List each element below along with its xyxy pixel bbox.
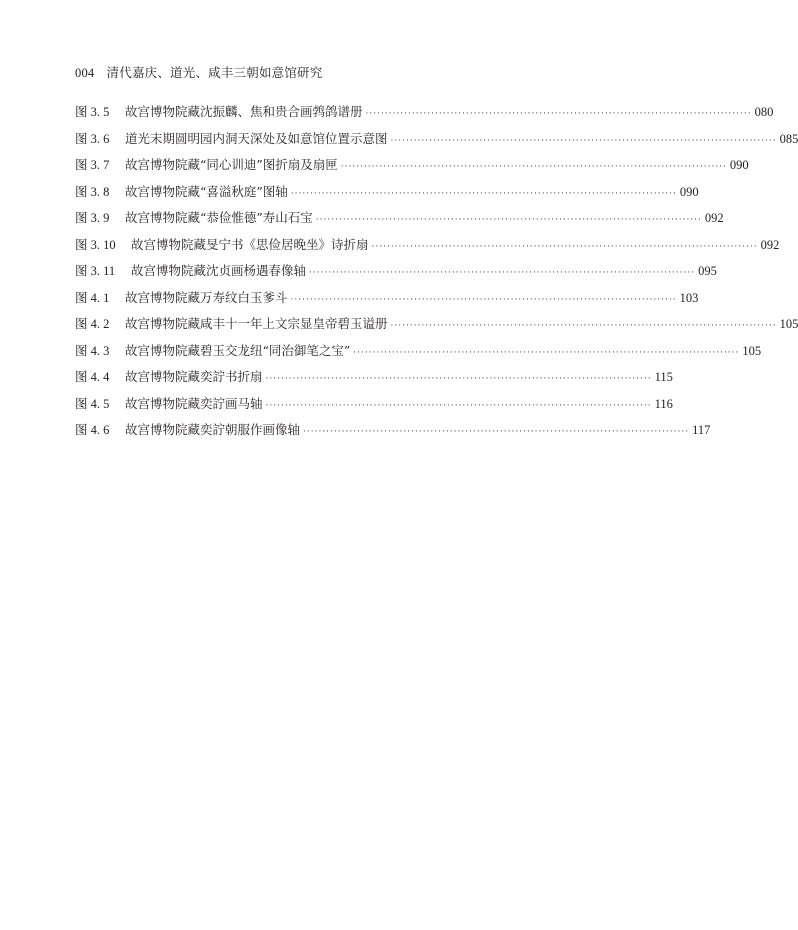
toc-row bbox=[75, 235, 780, 262]
figure-page: 095 bbox=[698, 264, 717, 278]
figure-page: 105 bbox=[779, 317, 798, 331]
dot-leader: ···································································································· bbox=[353, 347, 740, 358]
dot-leader: ···································································································· bbox=[390, 135, 777, 146]
figure-number: 图 3. 10 bbox=[75, 237, 116, 252]
figure-number: 图 3. 11 bbox=[75, 264, 116, 278]
dot-leader: ···································································································· bbox=[365, 109, 752, 119]
toc-row bbox=[75, 288, 699, 315]
toc-row bbox=[75, 367, 673, 394]
figure-title: 道光末期圆明园内洞天深处及如意馆位置示意图 bbox=[125, 130, 388, 146]
figure-page: 116 bbox=[654, 396, 673, 411]
toc-row bbox=[75, 394, 673, 421]
figure-page: 092 bbox=[760, 237, 780, 252]
toc-row bbox=[75, 182, 699, 209]
header-page-number: 004 bbox=[75, 66, 95, 80]
figure-title: 故宫博物院藏奕詝画马轴 bbox=[125, 395, 263, 411]
figure-page: 085 bbox=[779, 131, 798, 146]
dot-leader: ···································································································· bbox=[290, 294, 677, 305]
figure-page: 115 bbox=[654, 370, 673, 384]
figure-page: 117 bbox=[692, 423, 711, 437]
figure-title: 故宫博物院藏奕詝朝服作画像轴 bbox=[125, 422, 301, 437]
figure-title: 故宫博物院藏“同心训迪”图折扇及扇匣 bbox=[125, 157, 338, 172]
figure-page: 090 bbox=[679, 184, 699, 199]
figure-page: 080 bbox=[754, 105, 774, 119]
dot-leader: ···································································································· bbox=[371, 241, 758, 252]
toc-row bbox=[75, 208, 724, 235]
figure-number: 图 4. 3 bbox=[75, 343, 110, 358]
figure-title: 故宫博物院藏沈贞画杨遇春像轴 bbox=[131, 263, 307, 278]
figure-number: 图 4. 2 bbox=[75, 317, 110, 331]
figure-number: 图 3. 5 bbox=[75, 105, 110, 119]
figure-number: 图 4. 5 bbox=[75, 396, 110, 411]
toc-row bbox=[75, 155, 749, 182]
dot-leader: ···································································································· bbox=[303, 427, 690, 437]
toc-row bbox=[75, 420, 711, 447]
figure-number: 图 4. 4 bbox=[75, 370, 110, 384]
toc-row bbox=[75, 314, 798, 341]
dot-leader: ···································································································· bbox=[390, 321, 777, 331]
figure-title: 故宫博物院藏碧玉交龙纽“同治御笔之宝” bbox=[125, 342, 351, 358]
dot-leader: ···································································································· bbox=[315, 215, 702, 225]
figure-title: 故宫博物院藏奕詝书折扇 bbox=[125, 369, 263, 384]
figure-number: 图 3. 7 bbox=[75, 158, 110, 172]
figure-list bbox=[75, 102, 798, 447]
figure-title: 故宫博物院藏沈振麟、焦和贵合画鹁鸽谱册 bbox=[125, 104, 363, 119]
figure-page: 105 bbox=[742, 343, 762, 358]
figure-page: 092 bbox=[704, 211, 724, 225]
running-header bbox=[75, 63, 322, 81]
figure-page: 103 bbox=[679, 290, 699, 305]
figure-title: 故宫博物院藏“喜溢秋庭”图轴 bbox=[125, 183, 288, 199]
figure-number: 图 3. 9 bbox=[75, 211, 110, 225]
toc-row bbox=[75, 261, 717, 288]
dot-leader: ···································································································· bbox=[309, 268, 696, 278]
toc-row bbox=[75, 341, 762, 368]
figure-number: 图 3. 8 bbox=[75, 184, 110, 199]
header-book-title: 清代嘉庆、道光、咸丰三朝如意馆研究 bbox=[106, 65, 323, 80]
dot-leader: ···································································································· bbox=[340, 162, 727, 172]
figure-page: 090 bbox=[729, 158, 749, 172]
dot-leader: ···································································································· bbox=[290, 188, 677, 199]
toc-row bbox=[75, 129, 798, 156]
figure-title: 故宫博物院藏“恭俭惟德”寿山石宝 bbox=[125, 210, 313, 225]
figure-number: 图 4. 1 bbox=[75, 290, 110, 305]
figure-title: 故宫博物院藏咸丰十一年上文宗显皇帝碧玉谥册 bbox=[125, 316, 388, 331]
figure-title: 故宫博物院藏万寿纹白玉爹斗 bbox=[125, 289, 288, 305]
figure-number: 图 4. 6 bbox=[75, 423, 110, 437]
dot-leader: ···································································································· bbox=[265, 374, 652, 384]
figure-title: 故宫博物院藏旻宁书《思俭居晚坐》诗折扇 bbox=[131, 236, 369, 252]
dot-leader: ···································································································· bbox=[265, 400, 652, 411]
figure-number: 图 3. 6 bbox=[75, 131, 110, 146]
toc-row bbox=[75, 102, 774, 129]
